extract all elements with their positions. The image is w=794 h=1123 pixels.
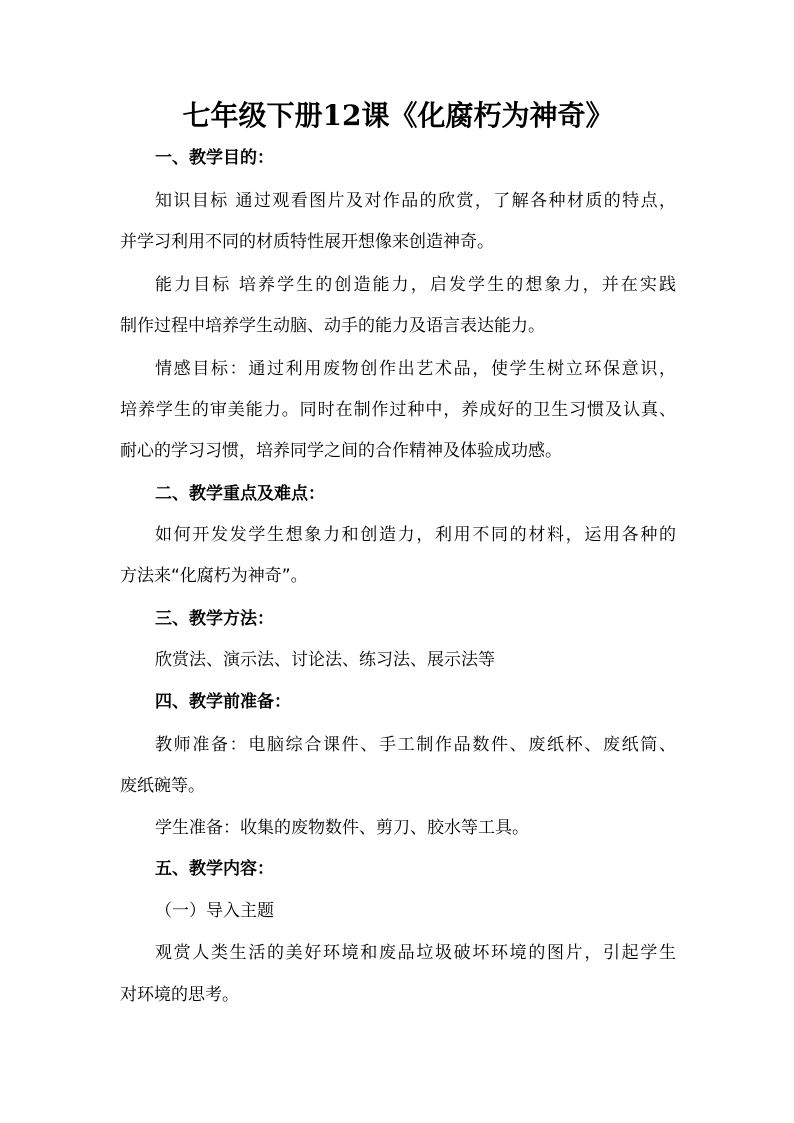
paragraph-line: 并学习利用不同的材质特性展开想像来创造神奇。 <box>120 232 494 252</box>
paragraph-line: 欣赏法、演示法、讨论法、练习法、展示法等 <box>155 650 495 670</box>
paragraph-line: 对环境的思考。 <box>120 985 239 1005</box>
paragraph-line: 废纸碗等。 <box>120 776 205 796</box>
paragraph-line: 制作过程中培养学生动脑、动手的能力及语言表达能力。 <box>120 316 545 336</box>
paragraph-line: 知识目标 通过观看图片及对作品的欣赏，了解各种材质的特点， <box>155 191 676 211</box>
paragraph-line: 情感目标：通过利用废物创作出艺术品，使学生树立环保意识， <box>155 359 676 379</box>
paragraph-line: 耐心的学习习惯，培养同学之间的合作精神及体验成功感。 <box>120 441 562 461</box>
section-heading-content: 五、教学内容： <box>155 859 274 879</box>
paragraph-line: 如何开发发学生想象力和创造力，利用不同的材料，运用各种的 <box>155 525 676 545</box>
document-page <box>120 0 676 1123</box>
paragraph-line: 观赏人类生活的美好环境和废品垃圾破坏环境的图片，引起学生 <box>155 943 676 963</box>
paragraph-line: 学生准备：收集的废物数件、剪刀、胶水等工具。 <box>155 818 529 838</box>
paragraph-line: 能力目标 培养学生的创造能力，启发学生的想象力，并在实践 <box>155 275 676 295</box>
section-heading-preparation: 四、教学前准备： <box>155 692 291 712</box>
paragraph-line: 方法来“化腐朽为神奇”。 <box>120 566 308 586</box>
paragraph-line: 培养学生的审美能力。同时在制作过种中，养成好的卫生习惯及认真、 <box>120 400 676 420</box>
section-heading-methods: 三、教学方法： <box>155 609 274 629</box>
document-title: 七年级下册12课《化腐朽为神奇》 <box>182 99 614 132</box>
section-heading-objectives: 一、教学目的： <box>155 148 274 168</box>
subsection-heading: （一）导入主题 <box>155 901 274 921</box>
section-heading-key-points: 二、教学重点及难点： <box>155 484 325 504</box>
paragraph-line: 教师准备：电脑综合课件、手工制作品数件、废纸杯、废纸筒、 <box>155 735 676 755</box>
